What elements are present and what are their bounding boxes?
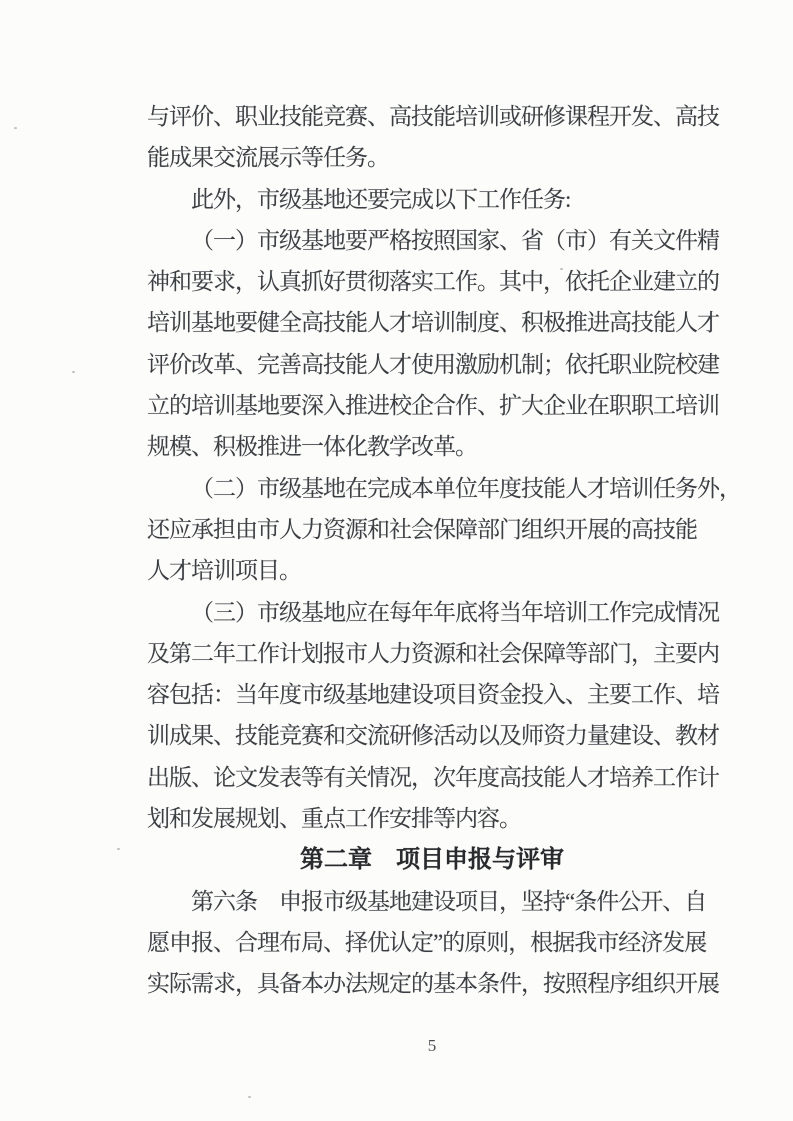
page-footer [147,1036,717,1056]
text-line: 能成果交流展示等任务。 [147,145,389,171]
text-line: 及第二年工作计划报市人力资源和社会保障等部门，主要内 [147,640,719,666]
text-line: 培训基地要健全高技能人才培训制度、积极推进高技能人才 [147,310,719,336]
scan-speck [14,127,17,129]
text-line: （二）市级基地在完成本单位年度技能人才培训任务外， [191,475,741,501]
scan-speck [248,1096,251,1098]
text-line: 训成果、技能竞赛和交流研修活动以及师资力量建设、教材 [147,723,719,749]
text-line: 出版、论文发表等有关情况，次年度高技能人才培养工作计 [147,764,719,790]
scan-speck [117,848,120,850]
text-line: 人才培训项目。 [147,558,301,584]
text-line: 第六条 申报市级基地建设项目，坚持“条件公开、自 [191,888,707,914]
text-line: 神和要求，认真抓好贯彻落实工作。其中，依托企业建立的 [147,269,719,295]
scan-speck [72,371,75,373]
text-line: 立的培训基地要深入推进校企合作、扩大企业在职职工培训 [147,393,719,419]
text-line: （三）市级基地应在每年年底将当年培训工作完成情况 [191,599,719,625]
text-line: 规模、积极推进一体化教学改革。 [147,434,477,460]
chapter-heading: 第二章 项目申报与评审 [300,846,564,874]
text-line: 容包括：当年度市级基地建设项目资金投入、主要工作、培 [147,682,719,708]
page-number: 5 [427,1036,437,1055]
text-line: 愿申报、合理布局、择优认定”的原则，根据我市经济发展 [147,929,707,955]
text-line: 划和发展规划、重点工作安排等内容。 [147,806,521,832]
text-line: 实际需求，具备本办法规定的基本条件，按照程序组织开展 [147,971,719,997]
text-line: （一）市级基地要严格按照国家、省（市）有关文件精 [191,227,719,253]
document-body [147,96,741,1005]
text-line: 与评价、职业技能竞赛、高技能培训或研修课程开发、高技 [147,104,719,129]
text-line: 评价改革、完善高技能人才使用激励机制；依托职业院校建 [147,351,719,377]
text-line: 还应承担由市人力资源和社会保障部门组织开展的高技能 [147,516,697,542]
text-line: 此外，市级基地还要完成以下工作任务: [191,186,571,212]
